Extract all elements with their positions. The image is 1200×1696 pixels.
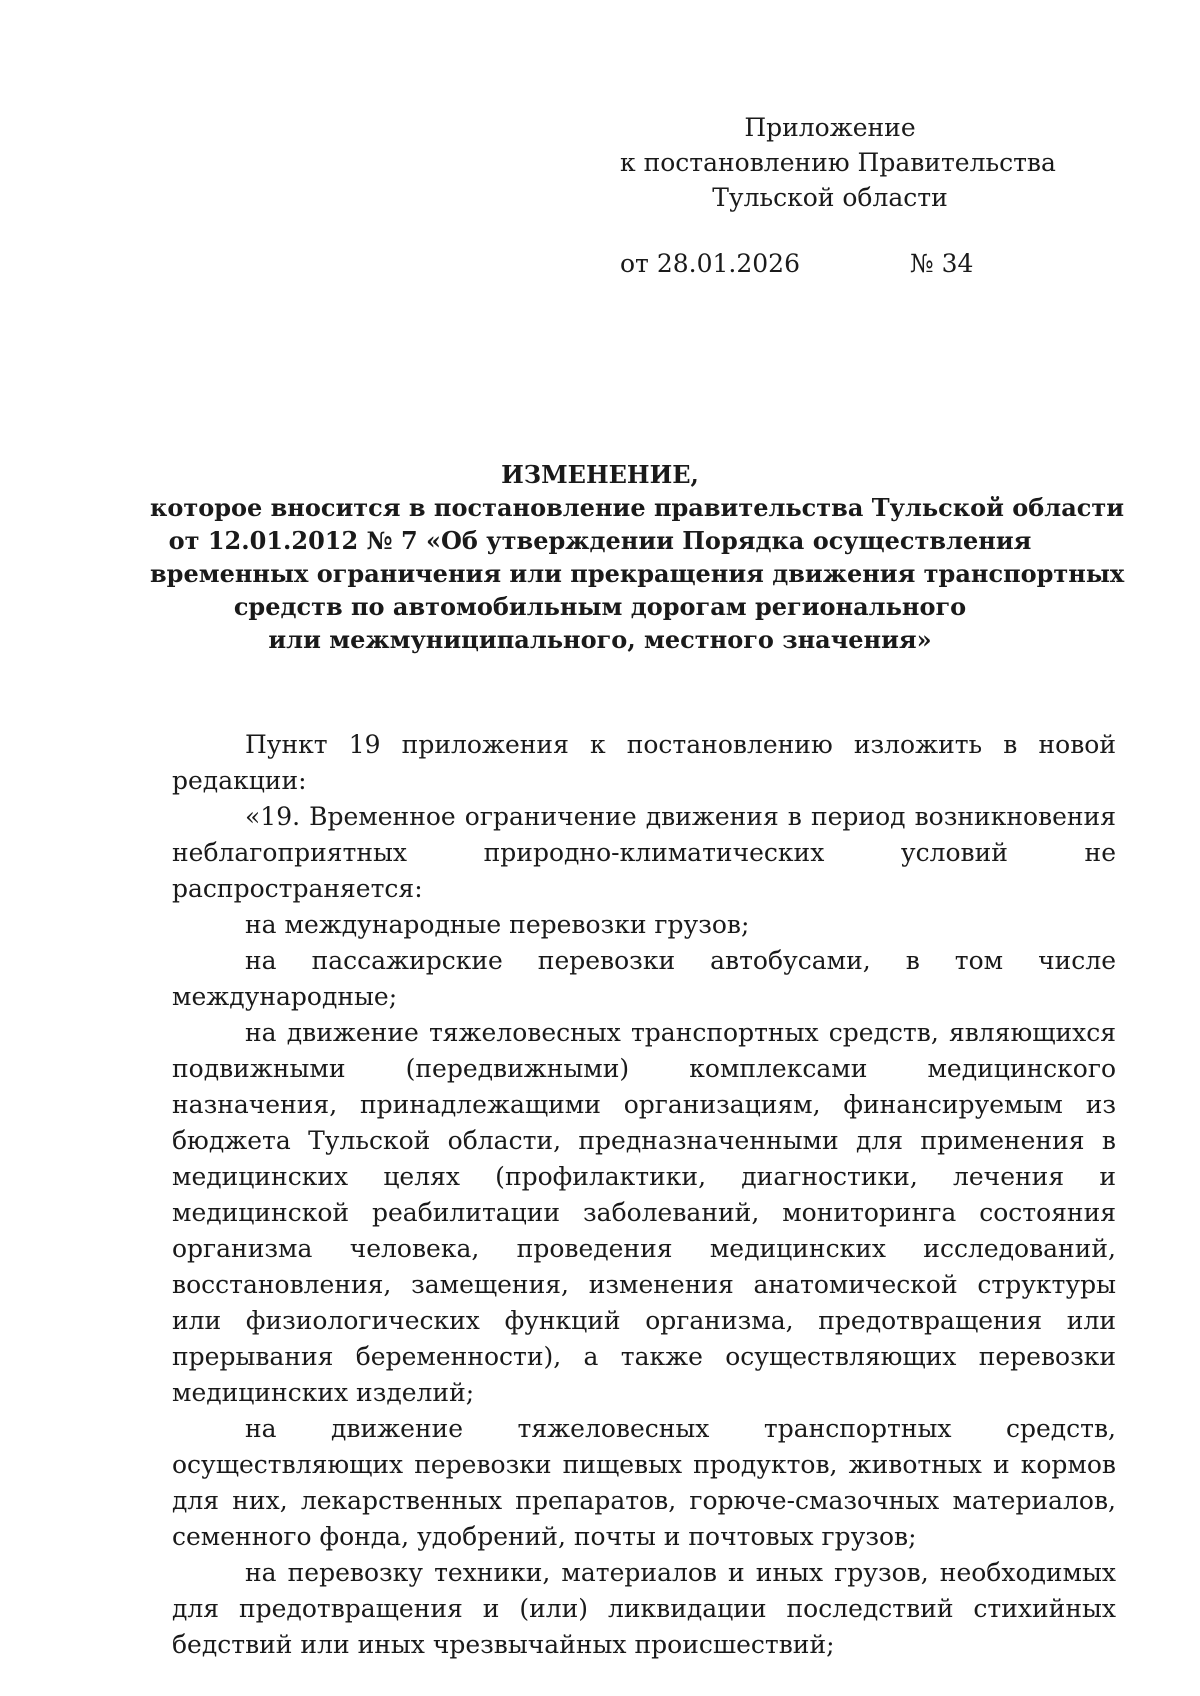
paragraph: Пункт 19 приложения к постановлению изложить в новой редакции:: [172, 730, 1116, 795]
paragraph: на движение тяжеловесных транспортных средств, осуществляющих перевозки пищевых продуктов, животных и кормов для них, лекарственных препаратов, горюче-смазочных материалов, семенного фонда, удобрений, почты и почтовых грузов;: [172, 1414, 1116, 1551]
decree-number: № 34: [910, 249, 974, 278]
title-line-1: ИЗМЕНЕНИЕ,: [501, 460, 699, 489]
paragraph: «19. Временное ограничение движения в период возникновения неблагоприятных природно-климатических условий не распространяется:: [172, 802, 1116, 903]
decree-line: [620, 246, 1040, 281]
document-title: [150, 458, 1125, 656]
appendix-reference: к постановлению Правительства: [620, 148, 1056, 177]
title-line-2: которое вносится в постановление правительства Тульской области: [150, 493, 1125, 522]
appendix-region: Тульской области: [712, 183, 948, 212]
appendix-header: [620, 110, 1056, 215]
paragraph: на международные перевозки грузов;: [245, 910, 750, 939]
title-line-3: от 12.01.2012 № 7 «Об утверждении Порядка осуществления: [168, 526, 1032, 555]
title-line-4: временных ограничения или прекращения движения транспортных: [150, 559, 1125, 588]
document-body: [172, 727, 1116, 1663]
paragraph: на движение тяжеловесных транспортных средств, являющихся подвижными (передвижными) комплексами медицинского назначения, принадлежащими организациям, финансируемым из бюджета Тульской области, предназначенными для применения в медицинских целях (профилактики, диагностики, лечения и медицинской реабилитации заболеваний, мониторинга состояния организма человека, проведения медицинских исследований, восстановления, замещения, изменения анатомической структуры или физиологических функций организма, предотвращения или прерывания беременности), а также осуществляющих перевозки медицинских изделий;: [172, 1018, 1116, 1407]
decree-date: от 28.01.2026: [620, 249, 800, 278]
paragraph: на перевозку техники, материалов и иных грузов, необходимых для предотвращения и (или) ликвидации последствий стихийных бедствий или иных чрезвычайных происшествий;: [172, 1558, 1116, 1659]
title-line-5: средств по автомобильным дорогам регионального: [233, 592, 967, 621]
title-line-6: или межмуниципального, местного значения»: [268, 625, 932, 654]
paragraph: на пассажирские перевозки автобусами, в том числе международные;: [172, 946, 1116, 1011]
appendix-label: Приложение: [744, 113, 916, 142]
